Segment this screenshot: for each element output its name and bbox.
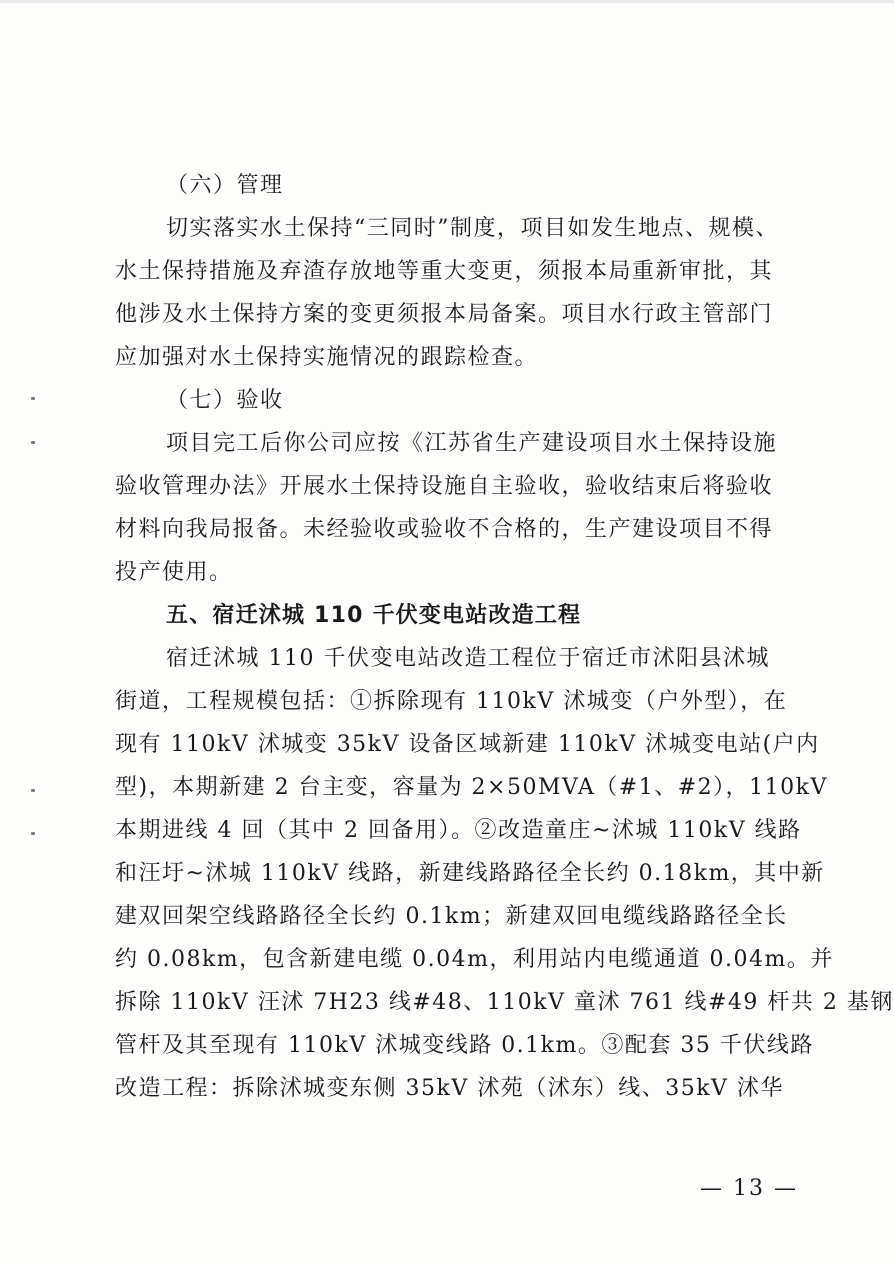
paragraph-line: 材料向我局报备。未经验收或验收不合格的，生产建设项目不得 [115,517,774,542]
document-body [115,164,894,1110]
paragraph-line: 水土保持措施及弃渣存放地等重大变更，须报本局重新审批，其 [115,259,774,284]
paragraph-line: 改造工程：拆除沭城变东侧 35kV 沭苑（沭东）线、35kV 沭华 [115,1076,784,1101]
paragraph-line: 和汪圩~沭城 110kV 线路，新建线路路径全长约 0.18km，其中新 [115,861,825,886]
paragraph-line: 拆除 110kV 汪沭 7H23 线#48、110kV 童沭 761 线#49 杆共 2 基钢 [115,990,894,1015]
paragraph-line: 投产使用。 [115,560,233,585]
paragraph-line: 街道，工程规模包括：①拆除现有 110kV 沭城变（户外型），在 [115,689,788,714]
binding-hole-mark [31,789,35,792]
binding-hole-mark [31,397,35,400]
paragraph-line: 管杆及其至现有 110kV 沭城变线路 0.1km。③配套 35 千伏线路 [115,1033,814,1058]
paragraph-line: 型)，本期新建 2 台主变，容量为 2×50MVA（#1、#2），110kV [115,775,828,800]
paragraph-line: 应加强对水土保持实施情况的跟踪检查。 [115,345,539,370]
paragraph-line: 建双回架空线路路径全长约 0.1km；新建双回电缆线路路径全长 [115,904,788,929]
paragraph-line: 切实落实水土保持“三同时”制度，项目如发生地点、规模、 [166,216,779,241]
paragraph-line: 现有 110kV 沭城变 35kV 设备区域新建 110kV 沭城变电站(户内 [115,732,820,757]
binding-hole-mark [31,832,35,835]
page-number: — 13 — [700,1176,798,1201]
scan-top-edge [0,0,894,3]
paragraph-line: 宿迁沭城 110 千伏变电站改造工程位于宿迁市沭阳县沭城 [166,646,770,671]
section-heading-management: （六）管理 [166,173,284,198]
section-heading-acceptance: （七）验收 [166,388,284,413]
paragraph-line: 他涉及水土保持方案的变更须报本局备案。项目水行政主管部门 [115,302,774,327]
binding-hole-mark [31,441,35,444]
paragraph-line: 约 0.08km，包含新建电缆 0.04m，利用站内电缆通道 0.04m。并 [115,947,834,972]
paragraph-line: 项目完工后你公司应按《江苏省生产建设项目水土保持设施 [166,431,778,456]
chapter-heading: 五、宿迁沭城 110 千伏变电站改造工程 [166,603,582,628]
paragraph-line: 本期进线 4 回（其中 2 回备用）。②改造童庄~沭城 110kV 线路 [115,818,802,843]
paragraph-line: 验收管理办法》开展水土保持设施自主验收，验收结束后将验收 [115,474,774,499]
